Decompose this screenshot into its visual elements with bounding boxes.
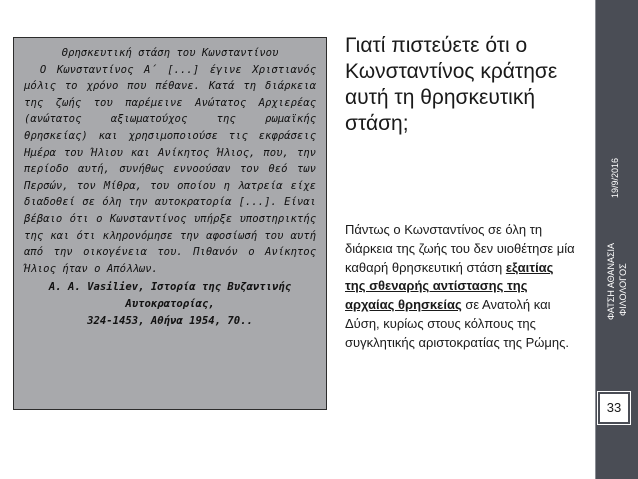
answer-intro: Πάντως ο Κωνσταντίνος σε όλη τη διάρκεια της ζωής του δεν υιοθέτησε μία καθαρή θρησκευτική στάση bbox=[345, 222, 575, 275]
sidebar-divider bbox=[595, 0, 596, 479]
answer-emphasis: εξαιτίας της σθεναρής αντίστασης της αρχαίας θρησκείας bbox=[345, 259, 554, 313]
quote-source-line2: 324-1453, Αθήνα 1954, 70.. bbox=[87, 314, 253, 327]
quote-title: Θρησκευτική στάση του Κωνσταντίνου bbox=[61, 47, 279, 59]
quote-source bbox=[24, 279, 316, 329]
author-title: ΦΙΛΟΛΟΓΟΣ bbox=[618, 263, 628, 316]
question-heading: Γιατί πιστεύετε ότι ο Κωνσταντίνος κράτησε αυτή τη θρησκευτική στάση; bbox=[345, 34, 558, 135]
quote-source-line1: Α. Α. Vasiliev, Ιστορία της Βυζαντινής Αυτοκρατορίας, bbox=[48, 281, 292, 310]
answer-text bbox=[345, 221, 577, 353]
quote-box bbox=[13, 37, 327, 410]
slide-date: 19/9/2016 bbox=[610, 157, 620, 198]
author-name: ΦΑΤΣΗ ΑΘΑΝΑΣΙΑ bbox=[606, 242, 616, 320]
quote-body: Ο Κωνσταντίνος Α΄ [...] έγινε Χριστιανός μόλις το χρόνο που πέθανε. Κατά τη διάρκεια της ζωής του παρέμεινε Ανώτατος Αρχιερέας (ανώτατος αξιωματούχος της ρωμαϊκής θρησκείας) και χρησιμοποιούσε τις εκφράσεις Ημέρα του Ήλιου και Ανίκητος Ήλιος, που, την περίοδο αυτή, συνήθως εννοούσαν τον θεό των Περσών, τον Μίθρα, του οποίου η λατρεία είχε διαδοθεί σε όλη την αυτοκρατορία [...]. Είναι βέβαιο ότι ο Κωνσταντίνος υπήρξε υποστηρικτής της και ότι κληρονόμησε την αφοσίωσή του αυτή από την οικογένεια του. Πιθανόν ο Ανίκητος Ήλιος ήταν ο Απόλλων. bbox=[24, 63, 316, 275]
answer-rest: σε Ανατολή και Δύση, κυρίως στους κόλπους της συγκλητικής αριστοκρατίας της Ρώμης. bbox=[345, 297, 569, 350]
slide-number: 33 bbox=[598, 392, 630, 424]
